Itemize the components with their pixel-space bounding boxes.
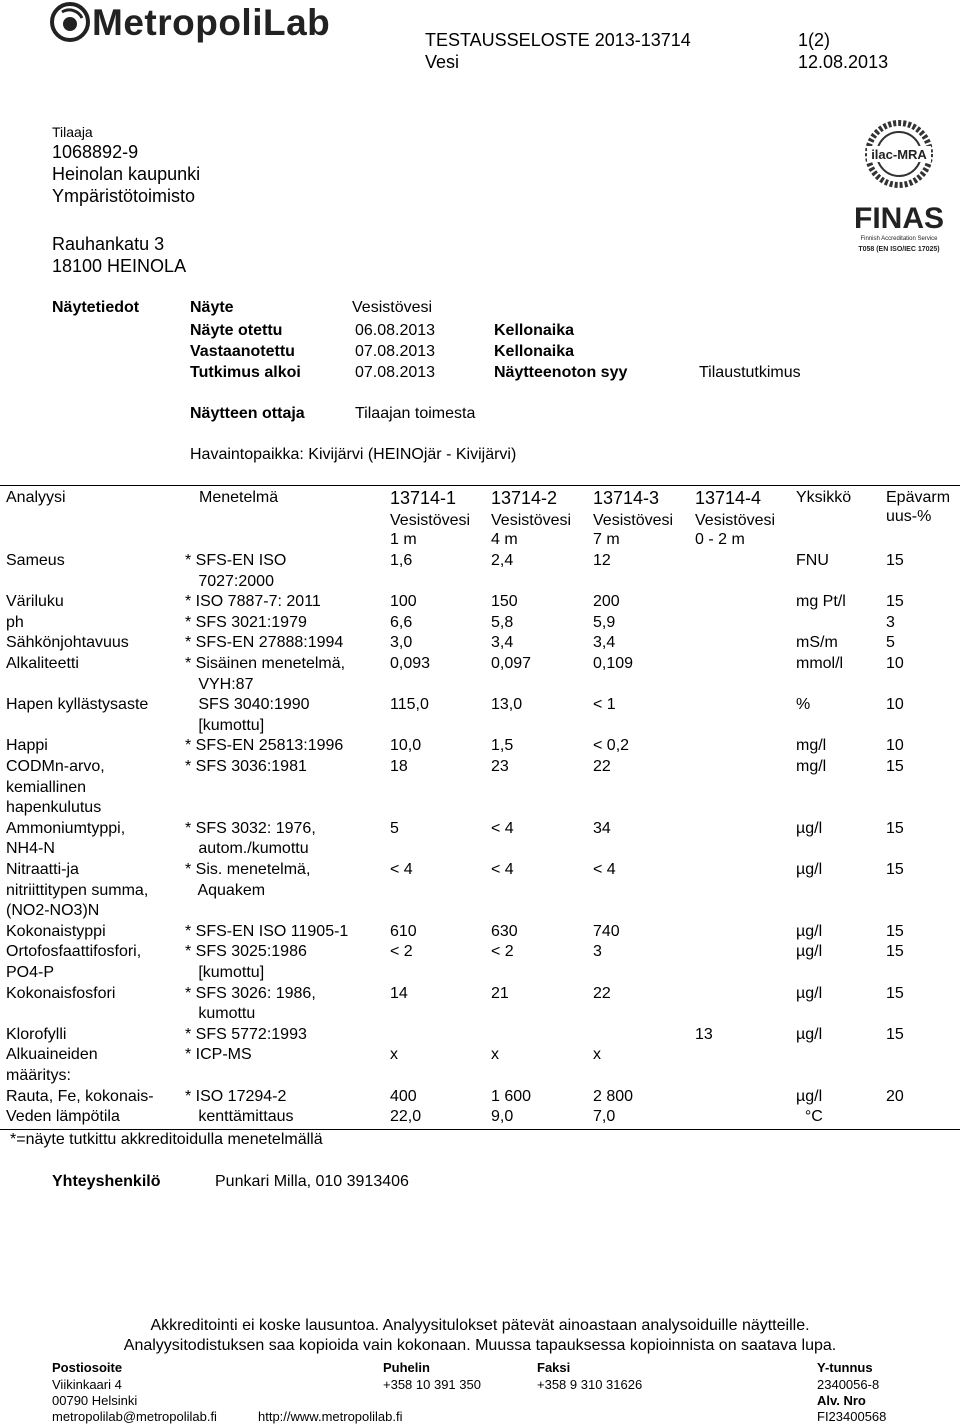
- method-name: * SFS 3036:1981: [185, 758, 307, 775]
- accreditation-seals-icon: [845, 118, 953, 258]
- observation-location: Havaintopaikka: Kivijärvi (HEINOjär - Kivijärvi): [190, 446, 517, 463]
- uncertainty-value: 15: [886, 1025, 904, 1043]
- analysis-name: ph: [6, 613, 24, 631]
- unit-value: mmol/l: [796, 655, 844, 672]
- sample2-value: 23: [491, 758, 509, 775]
- sample3-value: 0,109: [593, 655, 634, 672]
- footer-alv-label: Alv. Nro: [817, 1393, 866, 1408]
- table-row: [0, 695, 960, 736]
- table-row: [0, 1087, 960, 1108]
- footer-address2: 00790 Helsinki: [52, 1393, 138, 1408]
- unit-value: µg/l: [796, 1087, 823, 1105]
- sample-section-label: Näytetiedot: [52, 299, 140, 316]
- analysis-name: NH4-N: [6, 840, 55, 858]
- sample2-value: 1 600: [491, 1087, 532, 1105]
- analysis-name: Kokonaistyppi: [6, 922, 106, 940]
- header-sample2-depth: 4 m: [491, 531, 518, 548]
- footer-fax: +358 9 310 31626: [537, 1377, 643, 1392]
- sample3-value: 3,4: [593, 634, 616, 652]
- sample1-value: 0,093: [390, 655, 431, 672]
- sample3-value: 7,0: [593, 1108, 616, 1126]
- method-name: * SFS 5772:1993: [185, 1025, 307, 1043]
- analysis-name: Väriluku: [6, 593, 64, 611]
- sample2-value: x: [491, 1046, 499, 1064]
- method-name: * SFS-EN 27888:1994: [185, 634, 344, 652]
- footer-email[interactable]: metropolilab@metropolilab.fi: [52, 1409, 217, 1424]
- analysis-name: PO4-P: [6, 963, 55, 981]
- header-sample1-type: Vesistövesi: [390, 512, 471, 529]
- sample2-value: 150: [491, 593, 518, 611]
- sample1-value: 115,0: [390, 696, 429, 714]
- customer-name2: Ympäristötoimisto: [52, 186, 196, 206]
- table-row: [0, 860, 960, 922]
- header-sample4-id: 13714-4: [695, 488, 762, 508]
- footer-alv: FI23400568: [817, 1409, 887, 1424]
- table-row: [0, 592, 960, 613]
- sample1-value: < 4: [390, 861, 413, 878]
- analysis-name: Klorofylli: [6, 1025, 67, 1043]
- footer-ytunnus-label: Y-tunnus: [817, 1360, 873, 1375]
- sample2-value: 2,4: [491, 552, 514, 569]
- finas-code: T058 (EN ISO/IEC 17025): [858, 246, 940, 253]
- footer-fax-label: Faksi: [537, 1360, 571, 1375]
- sampling-reason-label: Näytteenoton syy: [494, 364, 628, 381]
- table-row: [0, 1045, 960, 1086]
- sample2-value: < 2: [491, 943, 514, 961]
- footer-ytunnus: 2340056-8: [817, 1377, 880, 1392]
- method-name: * SFS-EN ISO: [185, 552, 287, 569]
- sample-received-time-label: Kellonaika: [494, 343, 575, 360]
- sample3-value: 34: [593, 819, 611, 837]
- sample2-value: < 4: [491, 819, 514, 837]
- contact-value: Punkari Milla, 010 3913406: [215, 1173, 409, 1190]
- sample3-value: 740: [593, 922, 620, 940]
- sample2-value: 9,0: [491, 1108, 514, 1126]
- method-name: [kumottu]: [185, 963, 265, 981]
- sample1-value: 100: [390, 593, 417, 611]
- method-name: [kumottu]: [185, 716, 265, 734]
- method-name: * SFS 3032: 1976,: [185, 819, 316, 837]
- sample1-value: 1,6: [390, 552, 413, 569]
- unit-value: µg/l: [796, 861, 823, 878]
- sample3-value: 22: [593, 984, 611, 1002]
- header-method: Menetelmä: [199, 489, 279, 506]
- table-row: [0, 1025, 960, 1046]
- unit-value: mg Pt/l: [796, 593, 846, 611]
- sample3-value: 5,9: [593, 613, 616, 631]
- analysis-name: Alkaliteetti: [6, 655, 79, 672]
- uncertainty-value: 5: [886, 634, 895, 652]
- unit-value: µg/l: [796, 1025, 823, 1043]
- sample2-value: 21: [491, 984, 509, 1002]
- unit-value: mg/l: [796, 758, 827, 775]
- sample1-value: 10,0: [390, 737, 422, 755]
- method-name: * SFS 3025:1986: [185, 943, 307, 961]
- customer-label: Tilaaja: [52, 124, 93, 140]
- header-uncertainty-1: Epävarm: [886, 489, 951, 506]
- metropolilab-logo-icon: [50, 2, 90, 42]
- customer-street: Rauhankatu 3: [52, 234, 165, 254]
- table-row: [0, 654, 960, 695]
- method-name: * SFS 3026: 1986,: [185, 984, 316, 1002]
- uncertainty-value: 10: [886, 655, 904, 672]
- finas-text: FINAS: [854, 202, 944, 235]
- sample2-value: 630: [491, 922, 518, 940]
- table-footnote: *=näyte tutkittu akkreditoidulla menetelmällä: [10, 1131, 323, 1148]
- uncertainty-value: 15: [886, 819, 904, 837]
- sample3-value: x: [593, 1046, 601, 1064]
- header-sample2-id: 13714-2: [491, 488, 558, 508]
- method-name: * SFS 3021:1979: [185, 613, 307, 631]
- method-name: * Sis. menetelmä,: [185, 861, 311, 878]
- analysis-name: Alkuaineiden: [6, 1046, 98, 1064]
- header-sample3-type: Vesistövesi: [593, 512, 674, 529]
- table-row: [0, 757, 960, 819]
- sample3-value: 3: [593, 943, 602, 961]
- sample2-value: 5,8: [491, 613, 514, 631]
- analysis-name: määritys:: [6, 1066, 71, 1084]
- header-sample3-id: 13714-3: [593, 488, 660, 508]
- customer-name1: Heinolan kaupunki: [52, 164, 201, 184]
- sample4-value: 13: [695, 1025, 713, 1043]
- analysis-name: Ammoniumtyppi,: [6, 819, 126, 837]
- customer-id: 1068892-9: [52, 142, 139, 162]
- sample-label: Näyte: [190, 299, 234, 316]
- analysis-name: Ortofosfaattifosfori,: [6, 943, 142, 961]
- unit-value: FNU: [796, 552, 829, 569]
- header-uncertainty-2: uus-%: [886, 508, 932, 525]
- report-title: TESTAUSSELOSTE 2013-13714: [425, 30, 691, 50]
- sample3-value: 12: [593, 552, 611, 569]
- method-name: VYH:87: [185, 675, 254, 693]
- table-row: [0, 613, 960, 634]
- sample2-value: 1,5: [491, 737, 514, 755]
- sample1-value: 18: [390, 758, 408, 775]
- study-started-value: 07.08.2013: [355, 364, 436, 381]
- analysis-name: Sameus: [6, 552, 65, 569]
- header-sample4-depth: 0 - 2 m: [695, 531, 745, 548]
- sample1-value: 14: [390, 984, 408, 1002]
- method-name: autom./kumottu: [185, 840, 309, 858]
- unit-value: °C: [796, 1108, 823, 1126]
- analysis-name: Rauta, Fe, kokonais-: [6, 1087, 154, 1105]
- sample2-value: 3,4: [491, 634, 514, 652]
- sample2-value: < 4: [491, 861, 514, 878]
- header-sample1-depth: 1 m: [390, 531, 417, 548]
- report-subject: Vesi: [425, 52, 460, 72]
- uncertainty-value: 10: [886, 696, 904, 714]
- sampling-reason-value: Tilaustutkimus: [699, 364, 801, 381]
- brand-name: MetropoliLab: [92, 2, 331, 43]
- analysis-name: hapenkulutus: [6, 799, 102, 817]
- unit-value: mg/l: [796, 737, 827, 755]
- uncertainty-value: 20: [886, 1087, 904, 1105]
- sample2-value: 13,0: [491, 696, 523, 714]
- method-name: Aquakem: [185, 881, 266, 899]
- sample3-value: 200: [593, 593, 620, 611]
- table-row: [0, 942, 960, 983]
- analysis-name: Happi: [6, 737, 48, 755]
- table-row: [0, 736, 960, 757]
- header-sample4-type: Vesistövesi: [695, 512, 776, 529]
- method-name: * Sisäinen menetelmä,: [185, 655, 346, 672]
- sample1-value: 610: [390, 922, 417, 940]
- footer-line2: Analyysitodistuksen saa kopioida vain kokonaan. Muussa tapauksessa kopioinnista on saatava lupa.: [123, 1337, 837, 1354]
- uncertainty-value: 15: [886, 758, 904, 775]
- sample-taken-value: 06.08.2013: [355, 322, 436, 339]
- sample1-value: 3,0: [390, 634, 413, 652]
- uncertainty-value: 15: [886, 861, 904, 878]
- sample3-value: < 1: [593, 696, 616, 714]
- sample-received-value: 07.08.2013: [355, 343, 436, 360]
- sample1-value: 6,6: [390, 613, 413, 631]
- analysis-name: Hapen kyllästysaste: [6, 696, 149, 714]
- method-name: * SFS-EN 25813:1996: [185, 737, 344, 755]
- sample2-value: 0,097: [491, 655, 532, 672]
- customer-city: 18100 HEINOLA: [52, 256, 187, 276]
- table-row: [0, 984, 960, 1025]
- sample-received-label: Vastaanotettu: [190, 343, 295, 360]
- table-row: [0, 551, 960, 592]
- unit-value: mS/m: [796, 634, 838, 652]
- sample1-value: x: [390, 1046, 398, 1064]
- analysis-name: CODMn-arvo,: [6, 758, 105, 775]
- page-number: 1(2): [798, 30, 831, 50]
- method-name: kumottu: [185, 1005, 256, 1023]
- table-row: [0, 1107, 960, 1128]
- sample-taker-value: Tilaajan toimesta: [355, 405, 476, 422]
- uncertainty-value: 15: [886, 922, 904, 940]
- uncertainty-value: 15: [886, 943, 904, 961]
- uncertainty-value: 15: [886, 984, 904, 1002]
- footer-phone-label: Puhelin: [383, 1360, 430, 1375]
- header-unit: Yksikkö: [796, 489, 852, 506]
- footer-web[interactable]: http://www.metropolilab.fi: [258, 1409, 403, 1424]
- method-name: SFS 3040:1990: [185, 696, 310, 714]
- analysis-name: Kokonaisfosfori: [6, 984, 116, 1002]
- method-name: * ICP-MS: [185, 1046, 252, 1064]
- method-name: 7027:2000: [185, 572, 274, 590]
- ilac-seal-text: ilac-MRA: [871, 147, 927, 162]
- study-started-label: Tutkimus alkoi: [190, 364, 301, 381]
- analysis-name: kemiallinen: [6, 778, 87, 796]
- method-name: * ISO 7887-7: 2011: [185, 593, 321, 611]
- footer-address-label: Postiosoite: [52, 1360, 123, 1375]
- sample1-value: 400: [390, 1087, 417, 1105]
- header-sample1-id: 13714-1: [390, 488, 457, 508]
- table-row: [0, 633, 960, 654]
- sample-taken-label: Näyte otettu: [190, 322, 283, 339]
- report-date: 12.08.2013: [798, 52, 889, 72]
- header-sample3-depth: 7 m: [593, 531, 620, 548]
- sample-value: Vesistövesi: [352, 299, 433, 316]
- table-bottom-rule: [0, 1129, 960, 1130]
- method-name: kenttämittaus: [185, 1108, 294, 1126]
- analysis-name: nitriittitypen summa,: [6, 881, 149, 899]
- analysis-name: (NO2-NO3)N: [6, 902, 100, 920]
- sample1-value: 22,0: [390, 1108, 422, 1126]
- method-name: * SFS-EN ISO 11905-1: [185, 922, 349, 940]
- sample3-value: 2 800: [593, 1087, 634, 1105]
- method-name: * ISO 17294-2: [185, 1087, 287, 1105]
- sample1-value: 5: [390, 819, 399, 837]
- unit-value: %: [796, 696, 811, 714]
- analysis-name: Veden lämpötila: [6, 1108, 120, 1126]
- uncertainty-value: 10: [886, 737, 904, 755]
- header-sample2-type: Vesistövesi: [491, 512, 572, 529]
- uncertainty-value: 3: [886, 613, 895, 631]
- table-top-rule: [0, 485, 960, 486]
- uncertainty-value: 15: [886, 593, 904, 611]
- sample1-value: < 2: [390, 943, 413, 961]
- sample3-value: < 0,2: [593, 737, 630, 755]
- finas-subtitle: Finnish Accreditation Service: [860, 236, 938, 242]
- unit-value: µg/l: [796, 984, 823, 1002]
- table-row: [0, 819, 960, 860]
- sample-taken-time-label: Kellonaika: [494, 322, 575, 339]
- footer-address1: Viikinkaari 4: [52, 1377, 122, 1392]
- analysis-name: Nitraatti-ja: [6, 861, 79, 878]
- unit-value: µg/l: [796, 819, 823, 837]
- analysis-name: Sähkönjohtavuus: [6, 634, 129, 652]
- footer-line1: Akkreditointi ei koske lausuntoa. Analyysitulokset pätevät ainoastaan analysoiduille näytteille.: [150, 1317, 810, 1334]
- unit-value: µg/l: [796, 943, 823, 961]
- header-analysis: Analyysi: [6, 489, 66, 506]
- uncertainty-value: 15: [886, 552, 904, 569]
- sample3-value: < 4: [593, 861, 616, 878]
- sample3-value: 22: [593, 758, 611, 775]
- contact-label: Yhteyshenkilö: [52, 1173, 161, 1190]
- table-row: [0, 922, 960, 943]
- unit-value: µg/l: [796, 922, 823, 940]
- sample-taker-label: Näytteen ottaja: [190, 405, 305, 422]
- footer-phone: +358 10 391 350: [383, 1377, 481, 1392]
